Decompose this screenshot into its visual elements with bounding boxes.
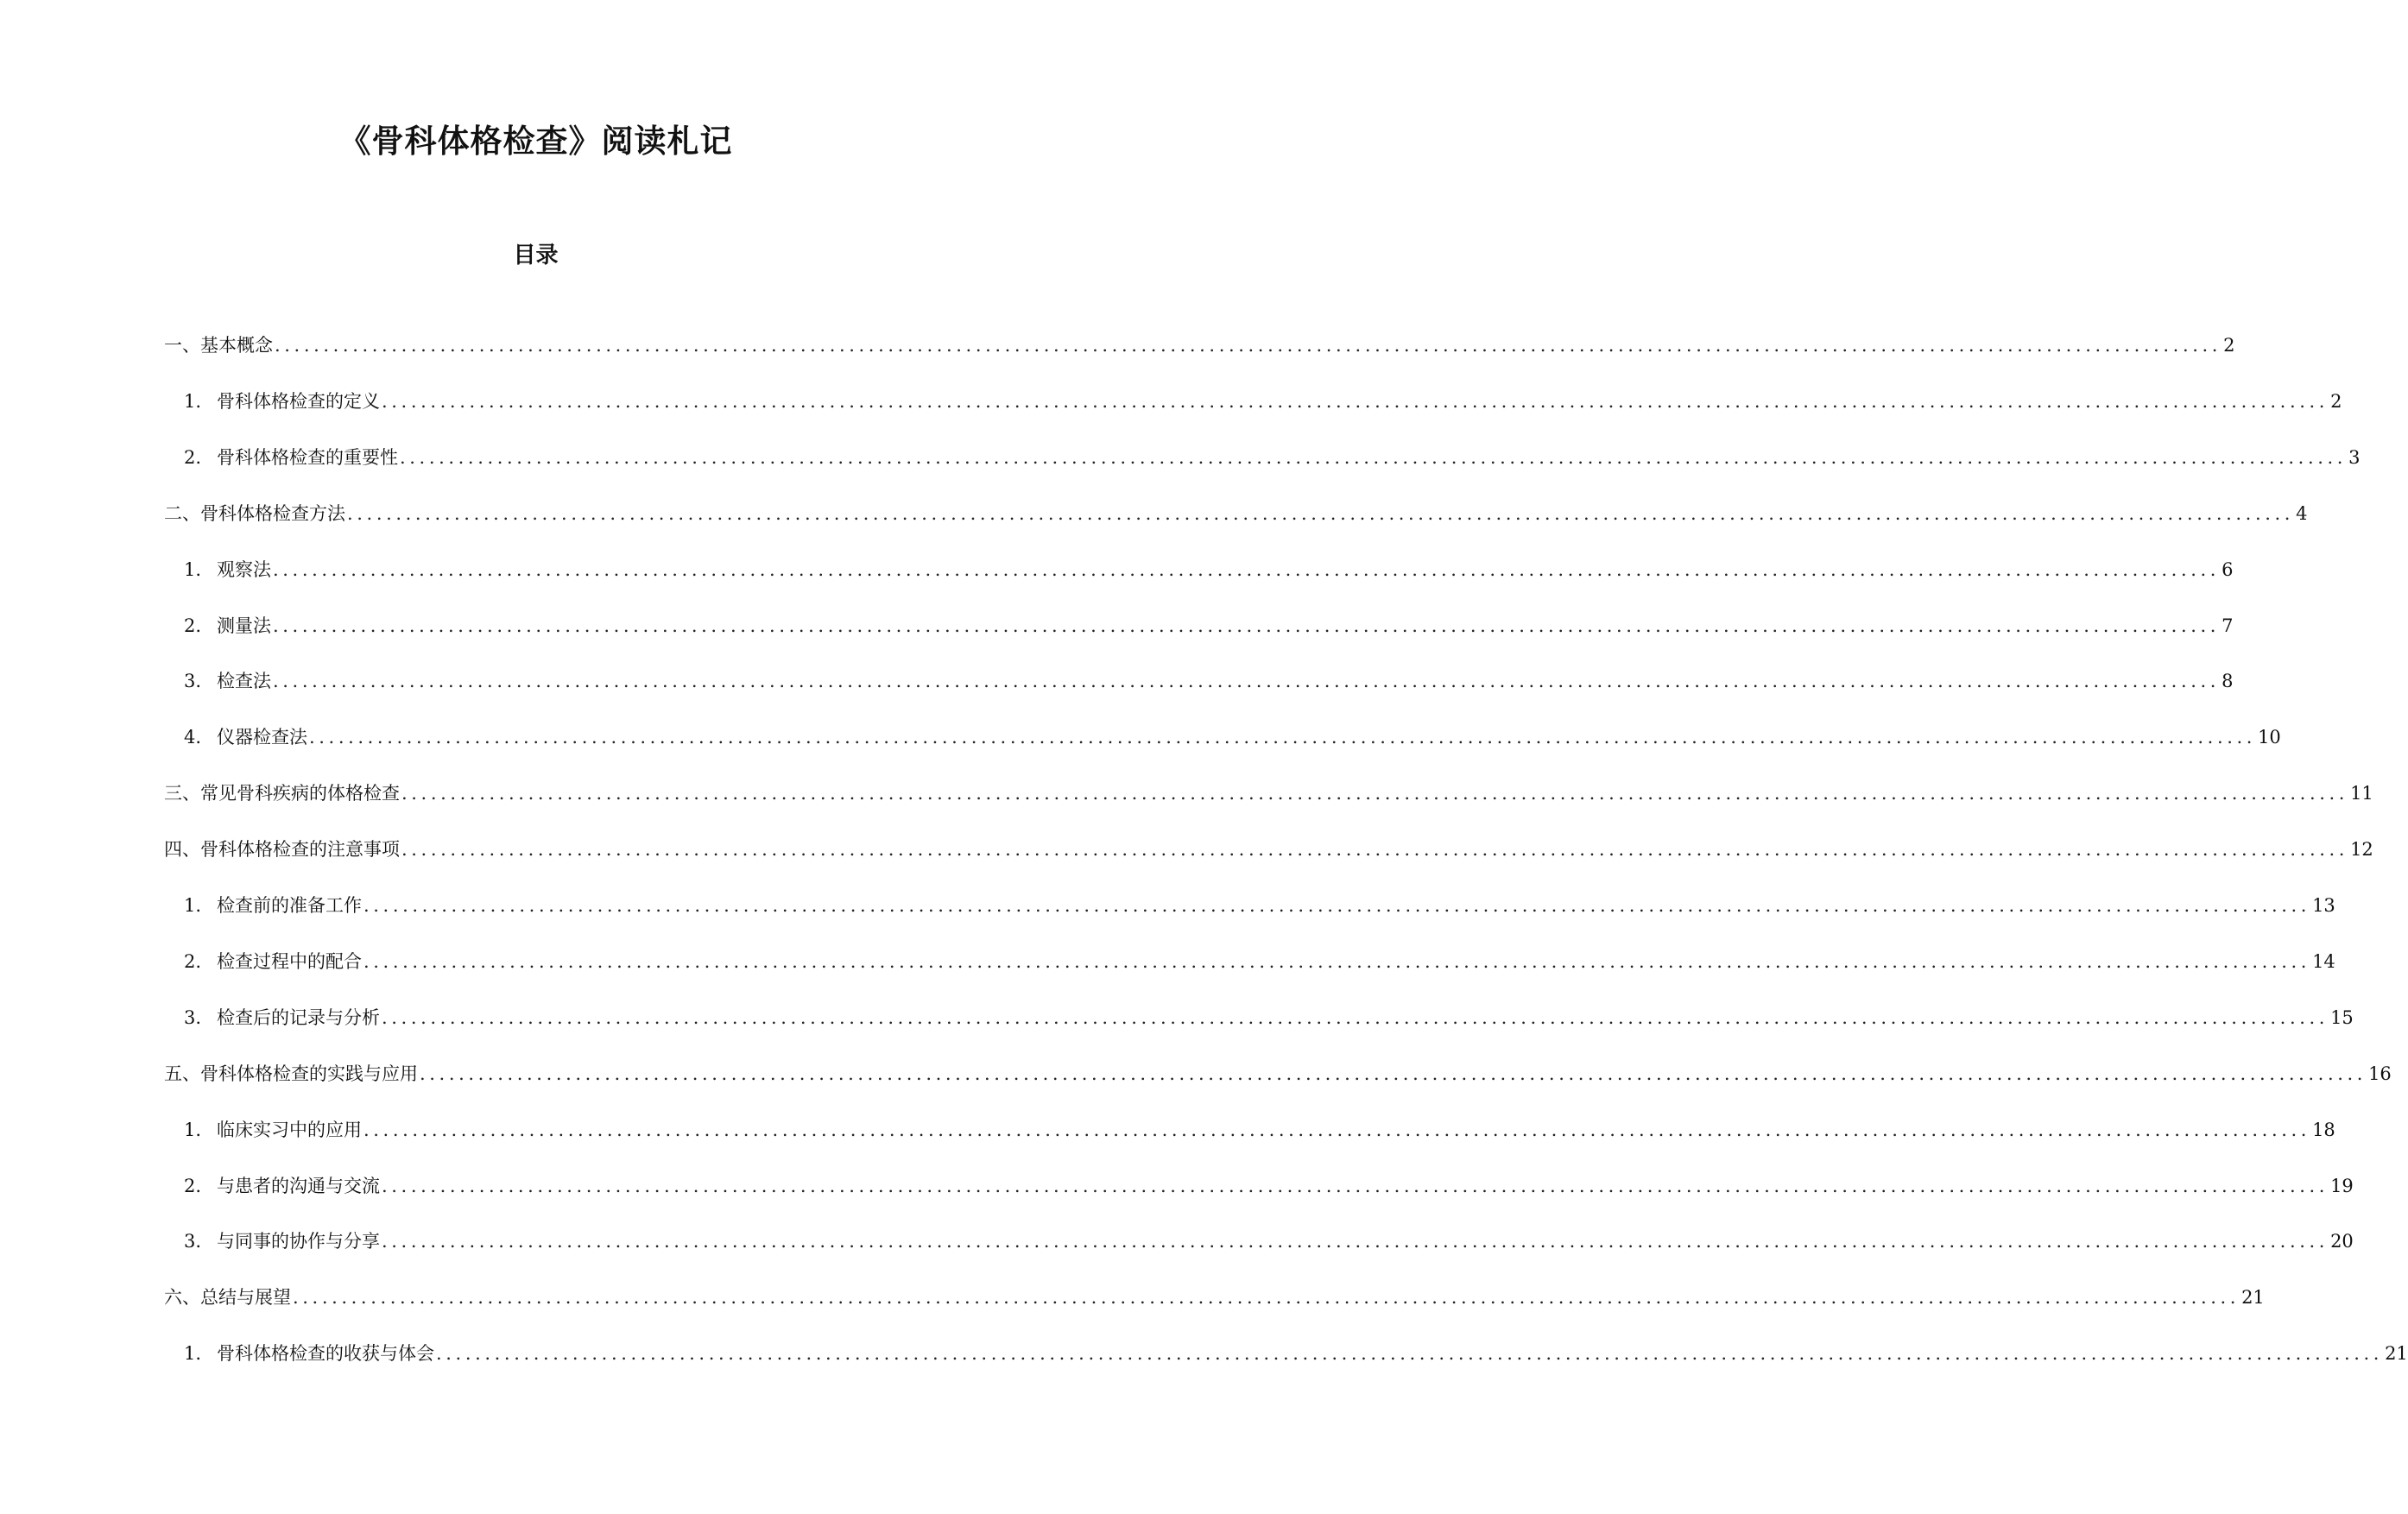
toc-page-number: 19	[2330, 1175, 2354, 1196]
toc-page-number: 4	[2296, 502, 2308, 524]
toc-entry-title: 骨科体格检查的收获与体会	[217, 1343, 434, 1365]
toc-dot-leader: ........................................................................................................................................................................................................	[273, 671, 2221, 692]
toc-entry-title: 测量法	[217, 615, 271, 636]
document-title: 《骨科体格检查》阅读札记	[338, 123, 733, 160]
toc-dot-leader: ........................................................................................................................................................................................................	[436, 1343, 2384, 1365]
toc-heading: 目录	[513, 243, 559, 268]
toc-entry-title: 二、骨科体格检查方法	[164, 502, 345, 524]
toc-entry-title: 仪器检查法	[217, 727, 307, 748]
toc-entry-title: 一、基本概念	[164, 335, 273, 356]
toc-page-number: 7	[2222, 615, 2234, 636]
toc-entry-number: 2.	[184, 1175, 202, 1196]
toc-dot-leader: ........................................................................................................................................................................................................	[382, 1175, 2329, 1196]
toc-dot-leader: ........................................................................................................................................................................................................	[347, 502, 2295, 524]
toc-entry-title: 四、骨科体格检查的注意事项	[164, 839, 400, 861]
toc-subsection-entry[interactable]	[184, 668, 2234, 694]
toc-entry-number: 1.	[184, 558, 202, 580]
toc-section-entry[interactable]	[164, 332, 2235, 358]
toc-page-number: 2	[2223, 335, 2235, 356]
toc-page-number: 15	[2330, 1006, 2354, 1028]
toc-page-number: 8	[2222, 671, 2234, 692]
toc-subsection-entry[interactable]	[184, 445, 2361, 470]
toc-entry-title: 三、常见骨科疾病的体格检查	[164, 783, 400, 804]
toc-page-number: 20	[2330, 1231, 2354, 1252]
toc-entry-number: 3.	[184, 1006, 202, 1028]
toc-subsection-entry[interactable]	[184, 724, 2281, 750]
toc-dot-leader: ........................................................................................................................................................................................................	[420, 1063, 2367, 1084]
toc-page-number: 18	[2312, 1119, 2335, 1140]
toc-dot-leader: ........................................................................................................................................................................................................	[401, 839, 2349, 861]
toc-section-entry[interactable]	[164, 836, 2373, 862]
toc-entry-number: 2.	[184, 615, 202, 636]
toc-dot-leader: ........................................................................................................................................................................................................	[363, 950, 2311, 972]
toc-entry-title: 骨科体格检查的重要性	[217, 446, 398, 468]
toc-page-number: 10	[2258, 727, 2281, 748]
toc-entry-title: 检查法	[217, 671, 271, 692]
toc-page-number: 12	[2350, 839, 2373, 861]
toc-section-entry[interactable]	[164, 1061, 2392, 1087]
toc-page-number: 16	[2368, 1063, 2392, 1084]
toc-dot-leader: ........................................................................................................................................................................................................	[273, 615, 2221, 636]
toc-entry-number: 2.	[184, 446, 202, 468]
toc-subsection-entry[interactable]	[184, 949, 2335, 975]
toc-entry-number: 1.	[184, 390, 202, 412]
toc-subsection-entry[interactable]	[184, 388, 2342, 414]
toc-entry-number: 1.	[184, 1119, 202, 1140]
toc-subsection-entry[interactable]	[184, 1228, 2354, 1254]
toc-entry-number: 2.	[184, 950, 202, 972]
toc-entry-title: 检查后的记录与分析	[217, 1006, 380, 1028]
toc-entry-title: 检查过程中的配合	[217, 950, 362, 972]
toc-subsection-entry[interactable]	[184, 1173, 2354, 1199]
toc-section-entry[interactable]	[164, 1284, 2265, 1310]
toc-dot-leader: ........................................................................................................................................................................................................	[382, 390, 2329, 412]
toc-subsection-entry[interactable]	[184, 557, 2234, 583]
toc-page-number: 13	[2312, 895, 2335, 916]
toc-entry-title: 检查前的准备工作	[217, 895, 362, 916]
toc-entry-number: 3.	[184, 1231, 202, 1252]
toc-subsection-entry[interactable]	[184, 1341, 2408, 1366]
toc-page-number: 2	[2330, 390, 2342, 412]
toc-dot-leader: ........................................................................................................................................................................................................	[273, 558, 2221, 580]
toc-section-entry[interactable]	[164, 780, 2373, 806]
toc-entry-title: 临床实习中的应用	[217, 1119, 362, 1140]
toc-page-number: 21	[2385, 1343, 2408, 1365]
toc-page-number: 6	[2222, 558, 2234, 580]
toc-entry-number: 4.	[184, 727, 202, 748]
toc-subsection-entry[interactable]	[184, 1005, 2354, 1031]
toc-entry-number: 1.	[184, 1343, 202, 1365]
toc-dot-leader: ........................................................................................................................................................................................................	[401, 783, 2349, 804]
toc-page-number: 11	[2350, 783, 2373, 804]
toc-page-number: 3	[2348, 446, 2361, 468]
toc-entry-title: 与患者的沟通与交流	[217, 1175, 380, 1196]
toc-section-entry[interactable]	[164, 501, 2308, 527]
toc-dot-leader: ........................................................................................................................................................................................................	[382, 1006, 2329, 1028]
toc-page-number: 14	[2312, 950, 2335, 972]
toc-dot-leader: ........................................................................................................................................................................................................	[363, 895, 2311, 916]
toc-dot-leader: ........................................................................................................................................................................................................	[275, 335, 2222, 356]
toc-entry-number: 1.	[184, 895, 202, 916]
toc-dot-leader: ........................................................................................................................................................................................................	[363, 1119, 2311, 1140]
toc-dot-leader: ........................................................................................................................................................................................................	[382, 1231, 2329, 1252]
toc-subsection-entry[interactable]	[184, 1117, 2335, 1143]
toc-entry-number: 3.	[184, 671, 202, 692]
toc-entry-title: 与同事的协作与分享	[217, 1231, 380, 1252]
toc-entry-title: 骨科体格检查的定义	[217, 390, 380, 412]
toc-entry-title: 五、骨科体格检查的实践与应用	[164, 1063, 418, 1084]
toc-dot-leader: ........................................................................................................................................................................................................	[293, 1287, 2241, 1309]
toc-entry-title: 六、总结与展望	[164, 1287, 291, 1309]
toc-entry-title: 观察法	[217, 558, 271, 580]
toc-subsection-entry[interactable]	[184, 893, 2335, 918]
toc-page-number: 21	[2241, 1287, 2265, 1309]
toc-subsection-entry[interactable]	[184, 613, 2234, 639]
toc-dot-leader: ........................................................................................................................................................................................................	[309, 727, 2257, 748]
toc-dot-leader: ........................................................................................................................................................................................................	[400, 446, 2348, 468]
